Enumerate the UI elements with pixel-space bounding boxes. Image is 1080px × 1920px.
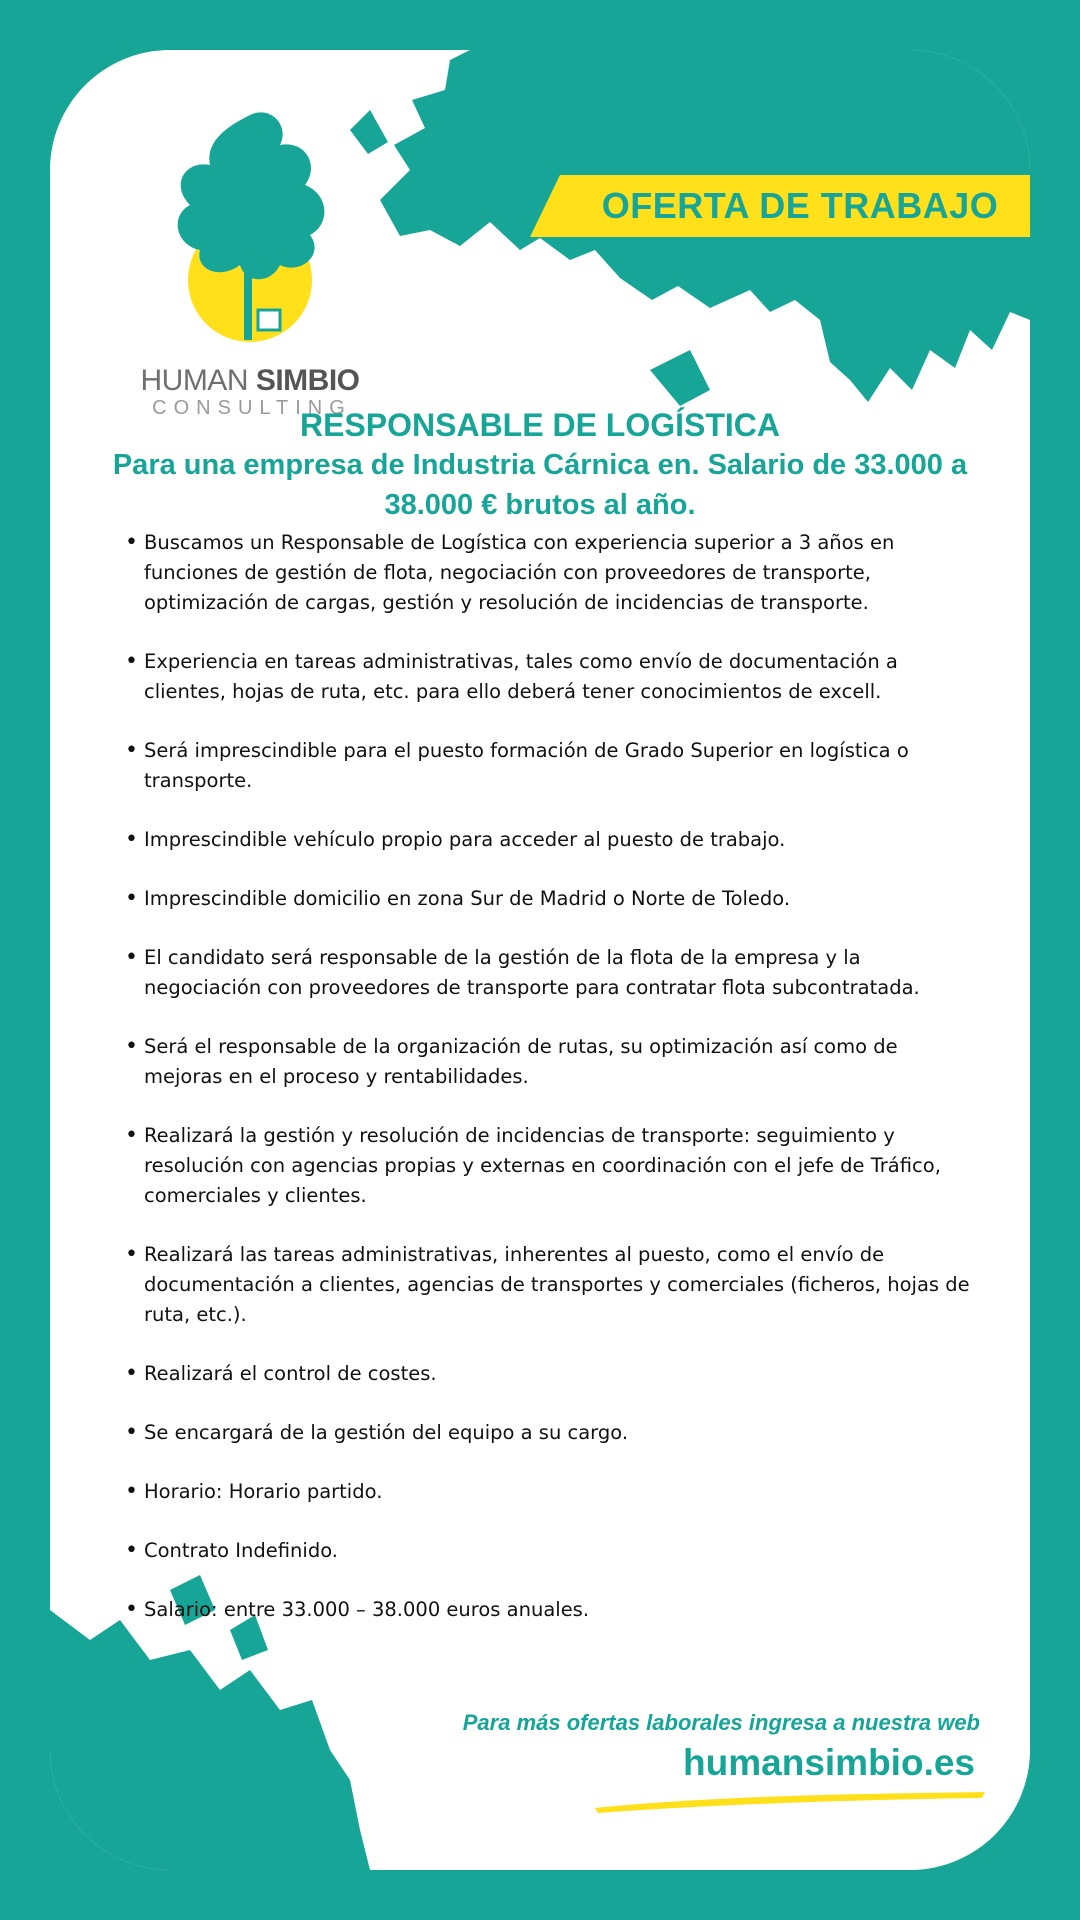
job-offer-ribbon bbox=[530, 175, 1030, 237]
list-item: • El candidato será responsable de la gestión de la flota de la empresa y la negociación con proveedores de transporte para contratar flota subcontratada. bbox=[125, 943, 975, 1003]
list-item: • Buscamos un Responsable de Logística con experiencia superior a 3 años en funciones de gestión de flota, negociación con proveedores de transporte, optimización de cargas, gestión y resolución de incidencias de transporte. bbox=[125, 528, 975, 618]
list-item: • Será el responsable de la organización de rutas, su optimización así como de mejoras en el proceso y rentabilidades. bbox=[125, 1032, 975, 1092]
brand-name-part2: SIMBIO bbox=[255, 364, 360, 397]
job-offer-card bbox=[50, 50, 1030, 1870]
ribbon-label: OFERTA DE TRABAJO bbox=[601, 185, 999, 226]
list-item: • Horario: Horario partido. bbox=[125, 1477, 975, 1507]
list-item: • Se encargará de la gestión del equipo a su cargo. bbox=[125, 1418, 975, 1448]
headline-block bbox=[90, 405, 990, 525]
yellow-underline-stroke bbox=[590, 1788, 990, 1814]
footer-note: Para más ofertas laborales ingresa a nuestra web bbox=[462, 1710, 980, 1735]
job-title: RESPONSABLE DE LOGÍSTICA bbox=[299, 407, 781, 443]
company-logo bbox=[130, 85, 370, 445]
list-item: • Será imprescindible para el puesto formación de Grado Superior en logística o transporte. bbox=[125, 736, 975, 796]
list-item: • Experiencia en tareas administrativas, tales como envío de documentación a clientes, hojas de ruta, etc. para ello deberá tener conocimientos de excell. bbox=[125, 647, 975, 707]
brand-name-part1: HUMAN bbox=[140, 364, 256, 397]
requirements-list bbox=[125, 528, 975, 1654]
list-item: • Contrato Indefinido. bbox=[125, 1536, 975, 1566]
list-item: • Realizará el control de costes. bbox=[125, 1359, 975, 1389]
list-item: • Imprescindible domicilio en zona Sur de Madrid o Norte de Toledo. bbox=[125, 884, 975, 914]
tree-sun-logo-icon bbox=[130, 85, 370, 385]
list-item: • Realizará las tareas administrativas, inherentes al puesto, como el envío de documentación a clientes, agencias de transportes y comerciales (ficheros, hojas de ruta, etc.). bbox=[125, 1240, 975, 1330]
job-subtitle: Para una empresa de Industria Cárnica en. Salario de 33.000 a 38.000 € brutos al año. bbox=[112, 449, 968, 521]
brand-tagline: CONSULTING bbox=[152, 397, 352, 419]
list-item: • Imprescindible vehículo propio para acceder al puesto de trabajo. bbox=[125, 825, 975, 855]
list-item: • Realizará la gestión y resolución de incidencias de transporte: seguimiento y resolución con agencias propias y externas en coordinación con el jefe de Tráfico, comerciales y clientes. bbox=[125, 1121, 975, 1211]
website-link[interactable]: humansimbio.es bbox=[683, 1742, 975, 1783]
list-item: • Salario: entre 33.000 – 38.000 euros anuales. bbox=[125, 1595, 975, 1625]
